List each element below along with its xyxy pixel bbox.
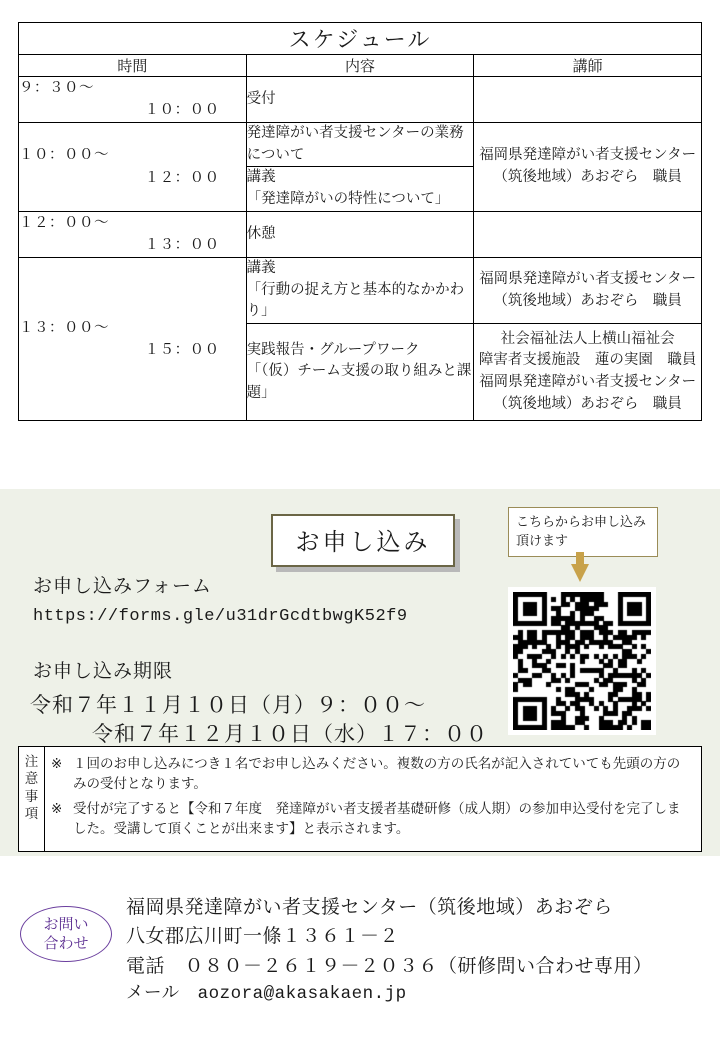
cell-content: 休憩 xyxy=(246,211,474,257)
lecturer-line-1: 社会福祉法人上横山福祉会 xyxy=(500,330,675,347)
time-line-2: １５：００ xyxy=(144,342,220,358)
lecturer-line-2: （筑後地域）あおぞら 職員 xyxy=(493,168,682,185)
qr-note: こちらからお申し込み頂けます xyxy=(508,507,658,557)
contact-badge-line-1: お問い xyxy=(43,915,89,933)
lecturer-line-2: （筑後地域）あおぞら 職員 xyxy=(493,292,682,309)
lecturer-line-1: 福岡県発達障がい者支援センター xyxy=(479,270,697,287)
cell-content xyxy=(246,257,474,323)
contact-badge xyxy=(20,906,112,962)
contact-org: 福岡県発達障がい者支援センター（筑後地域）あおぞら xyxy=(126,897,613,918)
contact-phone: 電話 ０８０－２６１９－２０３６（研修問い合わせ専用） xyxy=(126,955,653,977)
lecturer-line-3: 福岡県発達障がい者支援センター xyxy=(479,374,697,391)
table-row xyxy=(19,77,702,123)
lecturer-line-1: 福岡県発達障がい者支援センター xyxy=(479,147,697,164)
schedule-header-row xyxy=(19,55,702,77)
list-item xyxy=(51,799,693,840)
content-line-1: 講義 xyxy=(246,169,276,186)
cell-time xyxy=(19,77,247,123)
time-line-2: １０：００ xyxy=(144,102,220,119)
time-line-2: １３：００ xyxy=(144,237,220,254)
cell-lecturer xyxy=(474,122,702,211)
down-arrow-icon xyxy=(571,564,589,582)
form-label: お申し込みフォーム xyxy=(33,576,213,597)
cell-time xyxy=(19,122,247,211)
note-text: 受付が完了すると【令和７年度 発達障がい者支援者基礎研修（成人期）の参加申込受付を完了しました。受講して頂くことが出来ます】と表示されます。 xyxy=(73,800,681,836)
qr-code-image[interactable] xyxy=(508,587,656,735)
schedule-table xyxy=(18,22,702,421)
contact-badge-line-2: 合わせ xyxy=(43,935,89,952)
notes-box xyxy=(18,746,702,852)
cell-time xyxy=(19,257,247,420)
time-line-1: １０：００～ xyxy=(19,147,109,164)
contact-address: 八女郡広川町一條１３６１－２ xyxy=(126,926,400,948)
application-heading: お申し込み xyxy=(271,514,455,567)
cell-lecturer xyxy=(474,77,702,123)
content-line-1: 講義 xyxy=(246,259,276,276)
time-line-2: １２：００ xyxy=(144,169,220,186)
note-text: １回のお申し込みにつき１名でお申し込みください。複数の方の氏名が記入されていても先頭の方のみの受付となります。 xyxy=(73,756,681,792)
cell-content: 発達障がい者支援センターの業務について xyxy=(246,122,474,167)
table-row xyxy=(19,211,702,257)
cell-lecturer xyxy=(474,211,702,257)
cell-time xyxy=(19,211,247,257)
contact-section xyxy=(0,880,720,1040)
schedule-table-container xyxy=(18,22,702,421)
cell-content xyxy=(246,167,474,212)
table-row xyxy=(19,257,702,323)
cell-lecturer xyxy=(474,324,702,421)
notes-body xyxy=(45,747,701,851)
header-lecturer: 講師 xyxy=(474,55,702,77)
note-mark: ※ xyxy=(51,756,63,771)
contact-details xyxy=(126,893,653,1008)
notes-label: 注 意 事 項 xyxy=(19,747,45,851)
form-url-link[interactable]: https://forms.gle/u31drGcdtbwgK52f9 xyxy=(33,607,408,626)
deadline-end: 令和７年１２月１０日（水）１７：００ xyxy=(92,723,488,746)
content-line-2: 「（仮）チーム支援の取り組みと課題」 xyxy=(246,363,472,401)
content-line-2: 「発達障がいの特性について」 xyxy=(246,191,450,208)
content-line-1: 実践報告・グループワーク xyxy=(246,341,420,358)
time-line-1: １２：００～ xyxy=(19,214,109,231)
lecturer-line-2: 障害者支援施設 蓮の実園 職員 xyxy=(478,352,697,369)
list-item xyxy=(51,754,693,795)
content-line-2: 「行動の捉え方と基本的なかかわり」 xyxy=(246,281,465,320)
application-section xyxy=(0,489,720,856)
header-time: 時間 xyxy=(19,55,247,77)
table-row xyxy=(19,122,702,167)
note-mark: ※ xyxy=(51,800,63,816)
time-line-1: １３：００～ xyxy=(19,319,109,336)
deadline-label: お申し込み期限 xyxy=(33,661,174,682)
lecturer-line-4: （筑後地域）あおぞら 職員 xyxy=(493,395,682,412)
time-line-1: ９：３０～ xyxy=(19,80,94,96)
contact-email: メール aozora@akasakaen.jp xyxy=(126,984,407,1005)
cell-lecturer xyxy=(474,257,702,323)
cell-content xyxy=(246,324,474,421)
cell-content: 受付 xyxy=(246,77,474,123)
header-content: 内容 xyxy=(246,55,474,77)
schedule-title: スケジュール xyxy=(19,23,702,55)
schedule-title-row xyxy=(19,23,702,55)
deadline-start: 令和７年１１月１０日（月）９：００～ xyxy=(30,694,426,717)
